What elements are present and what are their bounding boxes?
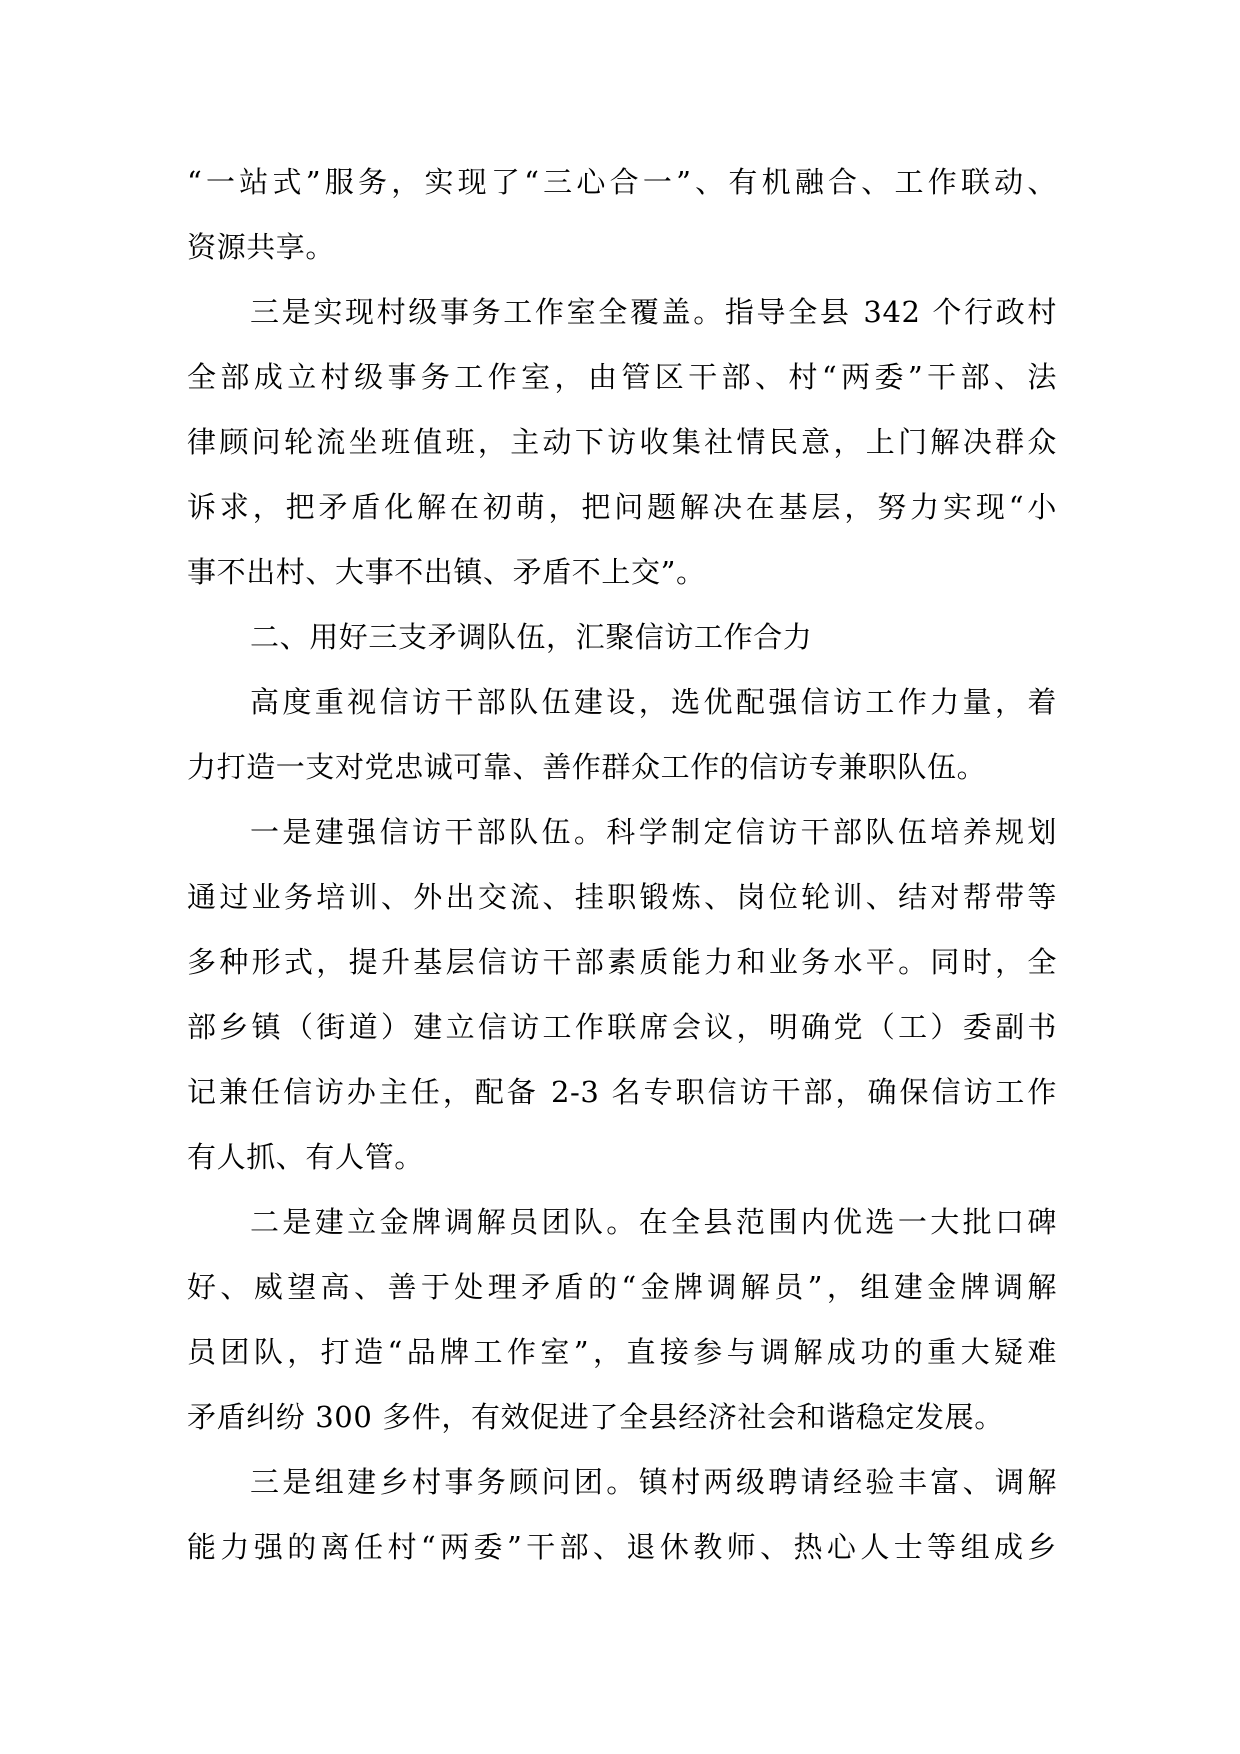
text-line: 全部成立村级事务工作室，由管区干部、村“两委”干部、法 — [187, 360, 1057, 394]
paragraph-first-line: 二是建立金牌调解员团队。在全县范围内优选一大批口碑 — [250, 1205, 1057, 1239]
text-line: 好、威望高、善于处理矛盾的“金牌调解员”，组建金牌调解 — [187, 1270, 1057, 1304]
text-line: 部乡镇（街道）建立信访工作联席会议，明确党（工）委副书 — [187, 1010, 1057, 1044]
text-line: 事不出村、大事不出镇、矛盾不上交”。 — [187, 555, 706, 589]
text-line: 力打造一支对党忠诚可靠、善作群众工作的信访专兼职队伍。 — [187, 750, 987, 784]
text-line: 员团队，打造“品牌工作室”，直接参与调解成功的重大疑难 — [187, 1335, 1057, 1369]
text-line: 诉求，把矛盾化解在初萌，把问题解决在基层，努力实现“小 — [187, 490, 1057, 524]
section-heading: 二、用好三支矛调队伍，汇聚信访工作合力 — [250, 620, 813, 654]
text-line: 律顾问轮流坐班值班，主动下访收集社情民意，上门解决群众 — [187, 425, 1057, 459]
text-line: 多种形式，提升基层信访干部素质能力和业务水平。同时，全 — [187, 945, 1057, 979]
text-line: 有人抓、有人管。 — [187, 1140, 424, 1174]
paragraph-first-line: 三是组建乡村事务顾问团。镇村两级聘请经验丰富、调解 — [250, 1465, 1057, 1499]
text-line: “一站式”服务，实现了“三心合一”、有机融合、工作联动、 — [187, 165, 1057, 199]
paragraph-first-line: 一是建强信访干部队伍。科学制定信访干部队伍培养规划 — [250, 815, 1057, 849]
paragraph-first-line: 三是实现村级事务工作室全覆盖。指导全县 342 个行政村 — [250, 295, 1057, 329]
text-line: 资源共享。 — [187, 230, 336, 264]
text-line: 能力强的离任村“两委”干部、退休教师、热心人士等组成乡 — [187, 1530, 1057, 1564]
text-line: 矛盾纠纷 300 多件，有效促进了全县经济社会和谐稳定发展。 — [187, 1400, 1004, 1434]
document-page — [187, 162, 1057, 1592]
paragraph-first-line: 高度重视信访干部队伍建设，选优配强信访工作力量，着 — [250, 685, 1057, 719]
text-line: 记兼任信访办主任，配备 2-3 名专职信访干部，确保信访工作 — [187, 1075, 1057, 1109]
text-line: 通过业务培训、外出交流、挂职锻炼、岗位轮训、结对帮带等 — [187, 880, 1057, 914]
